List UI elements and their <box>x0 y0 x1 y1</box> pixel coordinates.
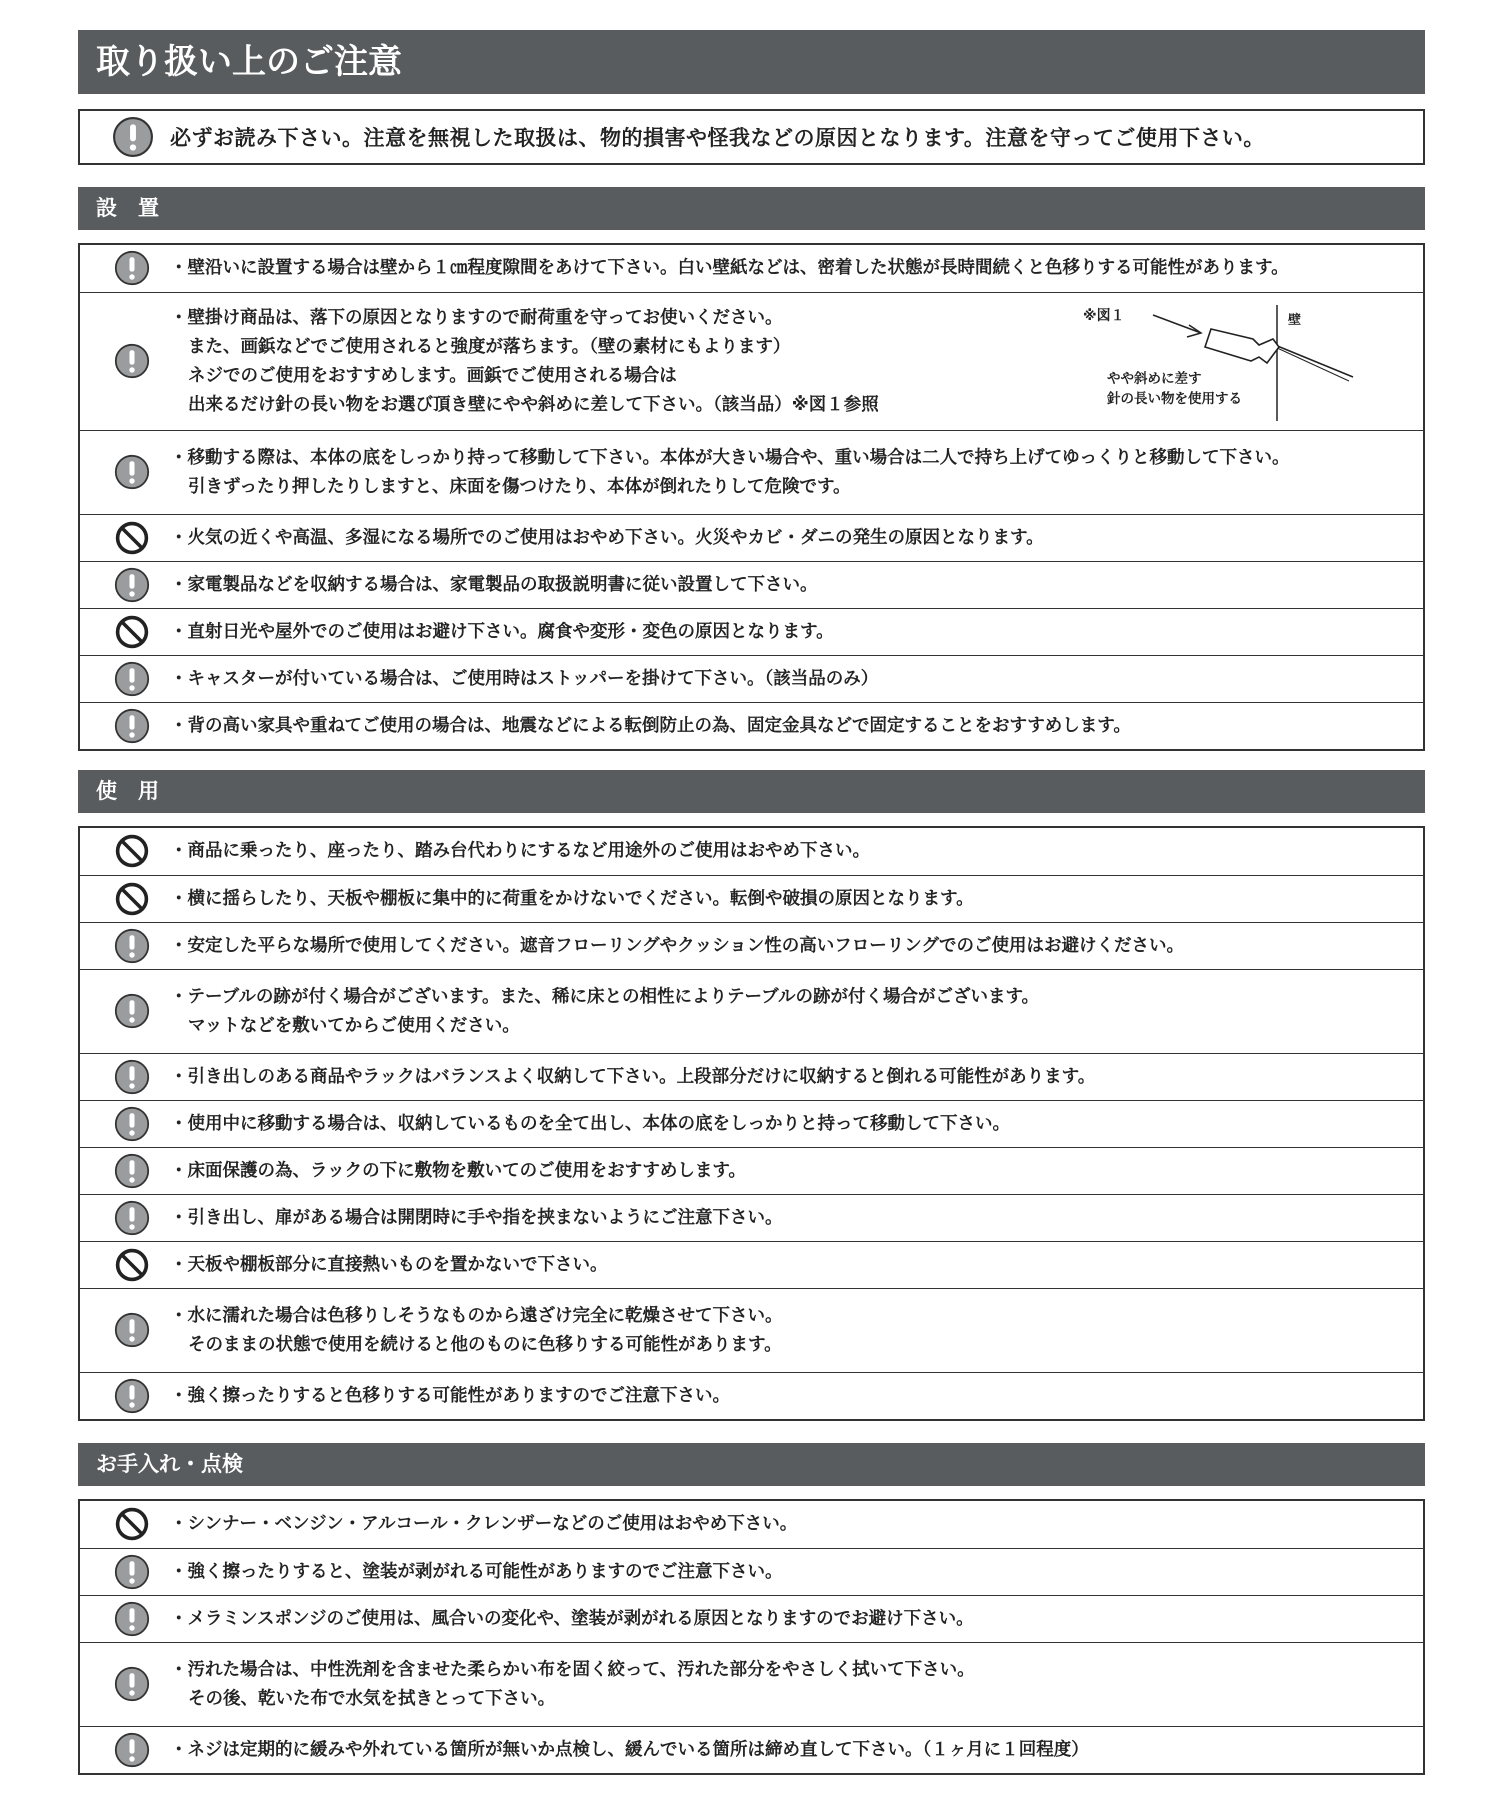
caution-line: ・引き出しのある商品やラックはバランスよく収納して下さい。上段部分だけに収納すると倒れる可能性があります。 <box>170 1066 1096 1087</box>
exclamation-icon <box>114 1200 150 1236</box>
caution-line: ・シンナー・ベンジン・アルコール・クレンザーなどのご使用はおやめ下さい。 <box>170 1514 798 1534</box>
caution-text <box>170 1510 797 1539</box>
caution-row <box>80 245 1423 292</box>
caution-text <box>170 983 1039 1041</box>
caution-row <box>80 561 1423 608</box>
exclamation-icon <box>112 116 154 158</box>
caution-line: ・強く擦ったりすると色移りする可能性がありますのでご注意下さい。 <box>170 1385 730 1406</box>
caution-text <box>170 712 1131 741</box>
caution-row <box>80 1194 1423 1241</box>
caution-text <box>170 1605 974 1634</box>
caution-line: ・火気の近くや高温、多湿になる場所でのご使用はおやめ下さい。火災やカビ・ダニの発生の原因となります。 <box>170 527 1044 548</box>
caution-line: また、画鋲などでご使用されると強度が落ちます。（壁の素材にもよります） <box>188 336 791 357</box>
caution-line: ・天板や棚板部分に直接熱いものを置かないで下さい。 <box>170 1254 608 1275</box>
caution-line: 出来るだけ針の長い物をお選び頂き壁にやや斜めに差して下さい。（該当品）※図１参照 <box>188 394 879 415</box>
caution-row <box>80 1288 1423 1372</box>
exclamation-icon <box>114 1153 150 1189</box>
section-heading-usage: 使 用 <box>78 770 1425 813</box>
caution-row <box>80 1372 1423 1419</box>
caution-text <box>170 1204 783 1233</box>
caution-row <box>80 608 1423 655</box>
exclamation-icon <box>114 708 150 744</box>
caution-line: ・安定した平らな場所で使用してください。遮音フローリングやクッション性の高いフローリングでのご使用はお避けください。 <box>170 935 1184 956</box>
caution-text <box>170 304 879 420</box>
exclamation-icon <box>114 1554 150 1590</box>
caution-text <box>170 932 1184 961</box>
caution-line: ・移動する際は、本体の底をしっかり持って移動して下さい。本体が大きい場合や、重い場合は二人で持ち上げてゆっくりと移動して下さい。 <box>170 447 1290 468</box>
exclamation-icon <box>114 661 150 697</box>
caution-line: ・直射日光や屋外でのご使用はお避け下さい。腐食や変形・変色の原因となります。 <box>170 621 834 642</box>
caution-row <box>80 922 1423 969</box>
caution-line: マットなどを敷いてからご使用ください。 <box>188 1015 520 1036</box>
exclamation-icon <box>114 1378 150 1414</box>
caution-text <box>170 1558 783 1587</box>
caution-line: ・強く擦ったりすると、塗装が剥がれる可能性がありますのでご注意下さい。 <box>170 1561 783 1582</box>
caution-line: ・キャスターが付いている場合は、ご使用時はストッパーを掛けて下さい。（該当品のみ） <box>170 668 879 689</box>
caution-row <box>80 969 1423 1053</box>
caution-row <box>80 828 1423 875</box>
prohibited-icon <box>114 1247 150 1283</box>
caution-row <box>80 1595 1423 1642</box>
section-heading-maintenance: お手入れ・点検 <box>78 1443 1425 1486</box>
caution-row <box>80 292 1423 430</box>
caution-text <box>170 1736 1089 1765</box>
caution-line: ・商品に乗ったり、座ったり、踏み台代わりにするなど用途外のご使用はおやめ下さい。 <box>170 841 870 861</box>
caution-text <box>170 1157 746 1186</box>
caution-line: ・メラミンスポンジのご使用は、風合いの変化や、塗装が剥がれる原因となりますのでお避け下さい。 <box>170 1608 974 1629</box>
caution-line: ・引き出し、扉がある場合は開閉時に手や指を挟まないようにご注意下さい。 <box>170 1207 783 1228</box>
section-table-usage <box>78 826 1425 1421</box>
section-table-maintenance <box>78 1499 1425 1775</box>
caution-row <box>80 1501 1423 1548</box>
caution-line: ・使用中に移動する場合は、収納しているものを全て出し、本体の底をしっかりと持って移動して下さい。 <box>170 1113 1010 1134</box>
notice-text: 必ずお読み下さい。注意を無視した取扱は、物的損害や怪我などの原因となります。注意を守ってご使用下さい。 <box>170 126 1265 150</box>
prohibited-icon <box>114 1506 150 1542</box>
caution-line: ・ネジは定期的に緩みや外れている箇所が無いか点検し、緩んでいる箇所は締め直して下さい。（１ヶ月に１回程度） <box>170 1739 1089 1760</box>
exclamation-icon <box>114 1732 150 1768</box>
caution-line: ・壁沿いに設置する場合は壁から１㎝程度隙間をあけて下さい。白い壁紙などは、密着した状態が長時間続くと色移りする可能性があります。 <box>170 258 1289 278</box>
exclamation-icon <box>114 1059 150 1095</box>
caution-line: その後、乾いた布で水気を拭きとって下さい。 <box>188 1688 556 1709</box>
exclamation-icon <box>114 1666 150 1702</box>
caution-line: ・横に揺らしたり、天板や棚板に集中的に荷重をかけないでください。転倒や破損の原因となります。 <box>170 888 974 909</box>
caution-row <box>80 655 1423 702</box>
caution-line: そのままの状態で使用を続けると他のものに色移りする可能性があります。 <box>188 1334 782 1355</box>
caution-text <box>170 444 1289 502</box>
pushpin-figure <box>1083 299 1383 427</box>
caution-line: ・水に濡れた場合は色移りしそうなものから遠ざけ完全に乾燥させて下さい。 <box>170 1305 783 1326</box>
caution-row <box>80 702 1423 749</box>
caution-row <box>80 875 1423 922</box>
caution-row <box>80 1726 1423 1773</box>
caution-text <box>170 524 1044 553</box>
figure-caption-line1: やや斜めに差す <box>1107 371 1202 387</box>
caution-line: ・壁掛け商品は、落下の原因となりますので耐荷重を守ってお使いください。 <box>170 307 783 328</box>
caution-line: ・テーブルの跡が付く場合がございます。また、稀に床との相性によりテーブルの跡が付く場合がございます。 <box>170 986 1040 1007</box>
exclamation-icon <box>114 993 150 1029</box>
prohibited-icon <box>114 520 150 556</box>
exclamation-icon <box>114 1106 150 1142</box>
section-heading-installation: 設 置 <box>78 187 1425 230</box>
prohibited-icon <box>114 614 150 650</box>
caution-text <box>170 1251 608 1280</box>
prohibited-icon <box>114 833 150 869</box>
exclamation-icon <box>114 454 150 490</box>
notice-box <box>78 109 1425 165</box>
figure-label: ※図１ <box>1083 308 1125 324</box>
exclamation-icon <box>114 567 150 603</box>
caution-text <box>170 1382 730 1411</box>
caution-row <box>80 1241 1423 1288</box>
caution-row <box>80 1100 1423 1147</box>
pushpin-icon <box>1083 299 1383 427</box>
section-table-installation <box>78 243 1425 751</box>
caution-text <box>170 1302 783 1360</box>
caution-line: 引きずったり押したりしますと、床面を傷つけたり、本体が倒れたりして危険です。 <box>188 476 851 497</box>
exclamation-icon <box>114 1312 150 1348</box>
caution-row <box>80 1548 1423 1595</box>
exclamation-icon <box>114 343 150 379</box>
figure-caption-line2: 針の長い物を使用する <box>1107 391 1242 407</box>
exclamation-icon <box>114 250 150 286</box>
caution-line: ・家電製品などを収納する場合は、家電製品の取扱説明書に従い設置して下さい。 <box>170 574 818 595</box>
exclamation-icon <box>114 928 150 964</box>
caution-text <box>170 1110 1010 1139</box>
caution-text <box>170 1063 1095 1092</box>
caution-text <box>170 837 870 866</box>
prohibited-icon <box>114 881 150 917</box>
page-title: 取り扱い上のご注意 <box>78 30 1425 94</box>
caution-row <box>80 514 1423 561</box>
caution-text <box>170 571 818 600</box>
caution-row <box>80 1053 1423 1100</box>
caution-row <box>80 430 1423 514</box>
caution-text <box>170 1656 975 1714</box>
caution-line: ネジでのご使用をおすすめします。画鋲でご使用される場合は <box>188 365 677 386</box>
caution-row <box>80 1147 1423 1194</box>
caution-line: ・汚れた場合は、中性洗剤を含ませた柔らかい布を固く絞って、汚れた部分をやさしく拭いて下さい。 <box>170 1659 975 1680</box>
caution-text <box>170 665 878 694</box>
caution-text <box>170 618 834 647</box>
caution-line: ・床面保護の為、ラックの下に敷物を敷いてのご使用をおすすめします。 <box>170 1160 746 1181</box>
caution-text <box>170 254 1289 283</box>
wall-label: 壁 <box>1288 313 1302 328</box>
caution-row <box>80 1642 1423 1726</box>
caution-text <box>170 885 974 914</box>
caution-line: ・背の高い家具や重ねてご使用の場合は、地震などによる転倒防止の為、固定金具などで固定することをおすすめします。 <box>170 715 1131 736</box>
exclamation-icon <box>114 1601 150 1637</box>
